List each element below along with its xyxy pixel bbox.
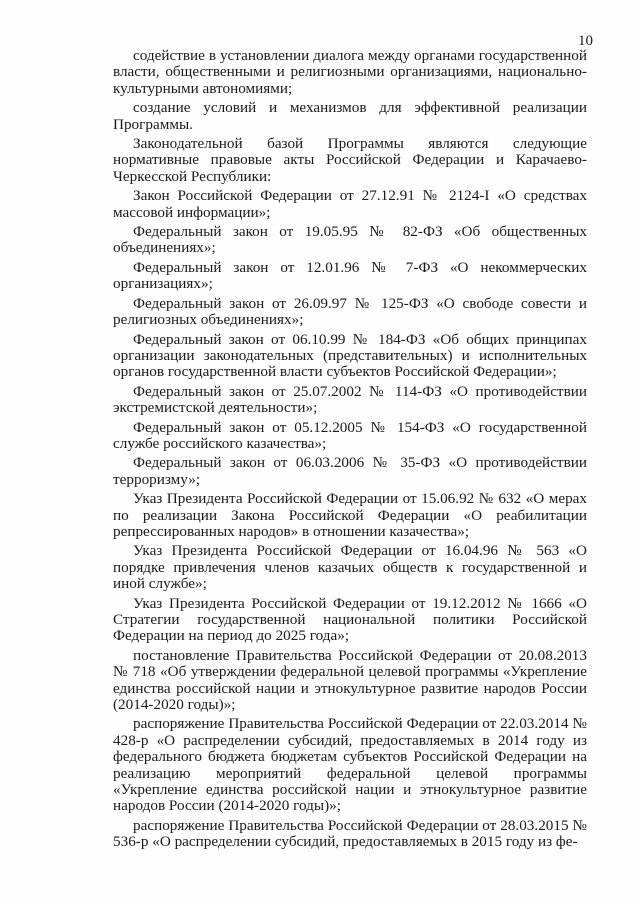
- paragraph: содействие в установлении диалога между органами государственной власти, общественными и религиозными организациями, национально-культурными автономиями;: [113, 47, 587, 97]
- paragraph: распоряжение Правительства Российской Федерации от 28.03.2015 № 536-р «О распределении субсидий, предоставляемых в 2015 году из фе-: [113, 816, 587, 851]
- page-number: 10: [578, 33, 593, 49]
- paragraph: Федеральный закон от 19.05.95 № 82-ФЗ «Об общественных объединениях»;: [113, 223, 587, 257]
- paragraph: Закон Российской Федерации от 27.12.91 № 2124-I «О средствах массовой информации»;: [113, 187, 587, 221]
- paragraph: Указ Президента Российской Федерации от 15.06.92 № 632 «О мерах по реализации Закона Российской Федерации «О реабилитации репрессированных народов» в отношении казачества»;: [113, 490, 587, 540]
- paragraph: Федеральный закон от 26.09.97 № 125-ФЗ «О свободе совести и религиозных объединениях»;: [113, 294, 587, 329]
- paragraph: Федеральный закон от 06.03.2006 № 35-ФЗ «О противодействии терроризму»;: [113, 454, 587, 488]
- paragraph: создание условий и механизмов для эффективной реализации Программы.: [113, 99, 587, 133]
- paragraph: Указ Президента Российской Федерации от 19.12.2012 № 1666 «О Стратегии государственной национальной политики Российской Федерации на период до 2025 года»;: [113, 594, 587, 645]
- paragraph: Законодательной базой Программы являются следующие нормативные правовые акты Российской Федерации и Карачаево-Черкесской Республики:: [113, 135, 587, 185]
- paragraph: постановление Правительства Российской Федерации от 20.08.2013 № 718 «Об утверждении федеральной целевой программы «Укрепление единства российской нации и этнокультурное развитие народов России (2014-2020 годы)»;: [113, 646, 587, 714]
- paragraph: Федеральный закон от 05.12.2005 № 154-ФЗ «О государственной службе российского казачества»;: [113, 418, 587, 452]
- paragraph: Указ Президента Российской Федерации от 16.04.96 № 563 «О порядке привлечения членов казачьих обществ к государственной и иной службе»;: [113, 542, 587, 593]
- paragraph: Федеральный закон от 12.01.96 № 7-ФЗ «О некоммерческих организациях»;: [113, 258, 587, 293]
- body-text: [113, 48, 587, 853]
- paragraph: распоряжение Правительства Российской Федерации от 22.03.2014 № 428-р «О распределении субсидий, предоставляемых в 2014 году из федерального бюджета бюджетам субъектов Российской Федерации на реализацию мероприятий федеральной целевой программы «Укрепление единства российской нации и этнокультурное развитие народов России (2014-2020 годы)»;: [113, 715, 587, 815]
- paragraph: Федеральный закон от 25.07.2002 № 114-ФЗ «О противодействии экстремистской деятельности»;: [113, 382, 587, 417]
- paragraph: Федеральный закон от 06.10.99 № 184-ФЗ «Об общих принципах организации законодательных (представительных) и исполнительных органов государственной власти субъектов Российской Федерации»;: [113, 330, 587, 381]
